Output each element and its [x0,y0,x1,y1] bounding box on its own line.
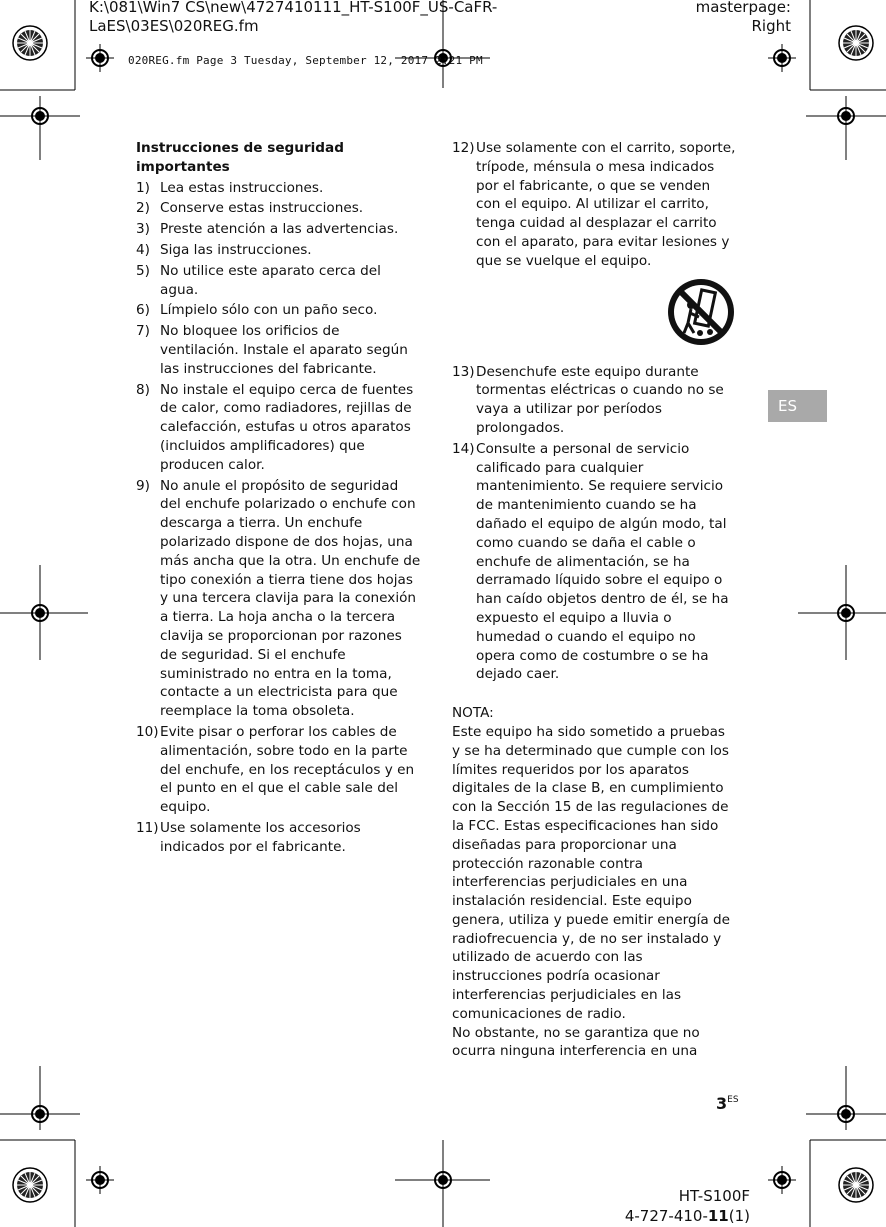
item-text: Lea estas instrucciones. [160,179,324,196]
list-item [452,440,736,684]
part-number-bold: 11 [707,1207,729,1225]
item-number: 9) [136,477,150,494]
safety-heading: Instrucciones de seguridad importantes [136,140,344,175]
item-number: 4) [136,241,150,258]
language-tab: ES [768,390,827,422]
part-number [625,1206,750,1226]
list-item [136,179,422,198]
note-paragraph-2: No obstante, no se garantiza que no ocurra ninguna interferencia en una [452,1024,700,1060]
cart-tipover-icon [666,277,736,347]
item-text: No utilice este aparato cerca del agua. [160,262,381,298]
right-column [452,139,736,1061]
item-text: Evite pisar o perforar los cables de alimentación, sobre todo en la parte del enchufe, en los receptáculos y en el punto en el que el cable sale del equipo. [160,723,415,816]
note-label: NOTA: [452,705,494,722]
item-number: 1) [136,179,150,196]
list-item [136,262,422,300]
item-text: Preste atención a las advertencias. [160,221,399,238]
part-number-suffix: (1) [728,1207,750,1225]
item-number: 7) [136,323,150,340]
item-number: 8) [136,381,150,398]
list-item [452,139,736,271]
model-info [625,1186,750,1226]
item-text: Desenchufe este equipo durante tormentas eléctricas o cuando no se vaya a utilizar por períodos prolongados. [476,363,724,436]
item-text: Siga las instrucciones. [160,241,312,258]
list-item [136,199,422,218]
list-item [136,220,422,239]
cart-warning-graphic [452,277,736,347]
list-item [136,819,422,857]
item-text: No anule el propósito de seguridad del enchufe polarizado o enchufe con descarga a tierra. Un enchufe polarizado dispone de dos hojas, una más ancha que la otra. Un enchufe de tipo conexión a tierra tiene dos hojas y una tercera clavija para la conexión a tierra. La hoja ancha o la tercera clavija se proporcionan por razones de seguridad. Si el enchufe suministrado no entra en la toma, contacte a un electricista para que reemplace la toma obsoleta. [160,477,421,720]
file-path-line1: K:\081\Win7 CS\new\4727410111_HT-S100F_US-CaFR- [89,0,498,16]
item-text: Límpielo sólo con un paño seco. [160,302,378,319]
list-item [136,301,422,320]
item-number: 3) [136,221,150,238]
part-number-prefix: 4-727-410- [624,1207,708,1225]
item-text: Consulte a personal de servicio calificado para cualquier mantenimiento. Se requiere servicio de mantenimiento cuando se ha dañado el equipo de algún modo, tal como cuando se daña el cable o enchufe de alimentación, se ha derramado líquido sobre el equipo o han caído objetos dentro de él, se ha expuesto el equipo a lluvia o humedad o cuando el equipo no opera como de costumbre o se ha dejado caer. [476,440,729,683]
item-text: No bloquee los orificios de ventilación. Instale el aparato según las instrucciones del fabricante. [160,323,408,377]
item-number: 5) [136,262,150,279]
list-item [136,322,422,378]
masterpage-line1: masterpage: [695,0,791,16]
list-item [136,477,422,721]
item-text: Use solamente los accesorios indicados por el fabricante. [160,819,361,855]
masterpage-label [696,0,791,36]
masterpage-line2: Right [751,17,791,35]
page-number-value: 3 [716,1094,728,1113]
item-text: Conserve estas instrucciones. [160,200,364,217]
item-number: 2) [136,200,150,217]
page-number [716,1094,739,1113]
page-number-suffix: ES [727,1095,739,1105]
item-text: No instale el equipo cerca de fuentes de calor, como radiadores, rejillas de calefacción, estufas u otros aparatos (incluidos amplificadores) que producen calor. [160,381,414,473]
list-item [136,381,422,475]
print-stamp: 020REG.fm Page 3 Tuesday, September 12, 2017 2:21 PM [128,54,483,67]
note-paragraph-1: Este equipo ha sido sometido a pruebas y se ha determinado que cumple con los límites requeridos por los aparatos digitales de la clase B, en cumplimiento con la Sección 15 de las regulaciones de la FCC. Estas especificaciones han sido diseñadas para proporcionar una protección razonable contra interferencias perjudiciales en una instalación residencial. Este equipo genera, utiliza y puede emitir energía de radiofrecuencia y, de no ser instalado y utilizado de acuerdo con las instrucciones podría ocasionar interferencias perjudiciales en las comunicaciones de radio. [452,723,731,1022]
list-item [136,723,422,817]
list-item [136,241,422,260]
item-number: 6) [136,302,150,319]
safety-list-right-b [452,363,736,685]
model-name: HT-S100F [678,1187,750,1205]
file-path [89,0,509,36]
item-number: 10) [136,723,159,740]
item-number: 11) [136,819,159,836]
list-item [452,363,736,438]
item-number: 13) [452,363,475,380]
item-number: 14) [452,440,475,457]
file-path-line2: LaES\03ES\020REG.fm [89,17,259,35]
safety-list-right-a [452,139,736,271]
item-number: 12) [452,140,475,156]
item-text: Use solamente con el carrito, soporte, trípode, ménsula o mesa indicados por el fabricante, o que se venden con el equipo. Al utilizar el carrito, tenga cuidad al desplazar el carrito con el aparato, para evitar lesiones y que se vuelque el equipo. [476,140,736,269]
left-column [136,139,422,858]
safety-list-left [136,179,422,857]
